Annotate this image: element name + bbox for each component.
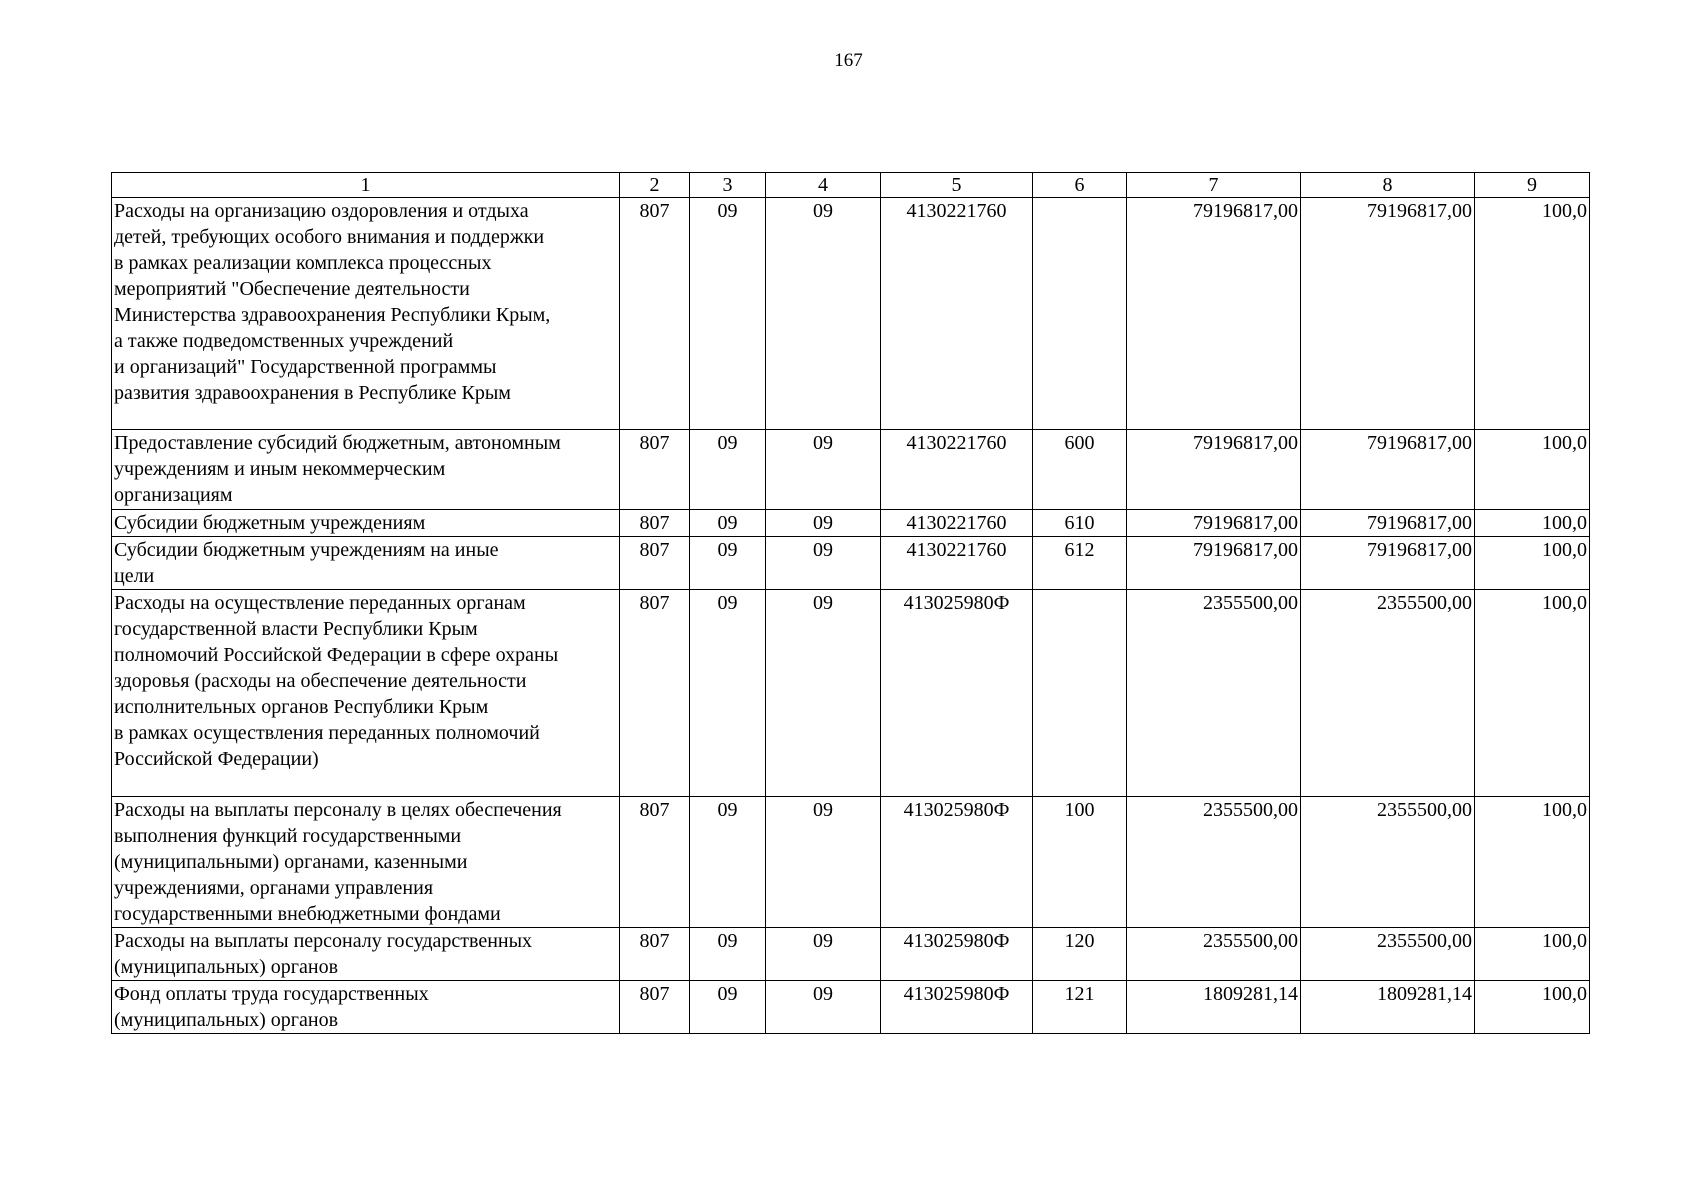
cell-percent: 100,0 — [1475, 928, 1590, 981]
cell-expense-type: 600 — [1033, 430, 1127, 510]
header-cell: 9 — [1475, 173, 1590, 198]
header-cell: 5 — [881, 173, 1033, 198]
cell-amount-executed: 2355500,00 — [1301, 590, 1475, 797]
cell-section: 09 — [690, 797, 766, 928]
cell-amount-executed: 1809281,14 — [1301, 981, 1475, 1034]
cell-target-article: 4130221760 — [881, 430, 1033, 510]
cell-amount-planned: 79196817,00 — [1127, 510, 1301, 537]
cell-subsection: 09 — [766, 928, 881, 981]
cell-target-article: 4130221760 — [881, 510, 1033, 537]
header-cell: 1 — [112, 173, 620, 198]
table-row — [112, 797, 1590, 928]
table-row — [112, 590, 1590, 797]
cell-ministry-code: 807 — [620, 981, 690, 1034]
cell-subsection: 09 — [766, 590, 881, 797]
table-body — [112, 198, 1590, 1034]
cell-ministry-code: 807 — [620, 797, 690, 928]
table-row — [112, 537, 1590, 590]
cell-section: 09 — [690, 510, 766, 537]
header-cell: 4 — [766, 173, 881, 198]
page-number: 167 — [834, 50, 863, 71]
cell-section: 09 — [690, 590, 766, 797]
cell-section: 09 — [690, 430, 766, 510]
row-description: Фонд оплаты труда государственных (муниципальных) органов — [112, 981, 620, 1034]
cell-amount-planned: 1809281,14 — [1127, 981, 1301, 1034]
cell-ministry-code: 807 — [620, 430, 690, 510]
row-description: Расходы на организацию оздоровления и отдыха детей, требующих особого внимания и поддержки в рамках реализации комплекса процессных мероприятий "Обеспечение деятельности Министерства здравоохранения Республики Крым, а также подведомственных учреждений и организаций" Государственной программы развития здравоохранения в Республике Крым — [112, 198, 620, 430]
cell-amount-executed: 79196817,00 — [1301, 430, 1475, 510]
cell-subsection: 09 — [766, 537, 881, 590]
row-description: Расходы на осуществление переданных органам государственной власти Республики Крым полномочий Российской Федерации в сфере охраны здоровья (расходы на обеспечение деятельности исполнительных органов Республики Крым в рамках осуществления переданных полномочий Российской Федерации) — [112, 590, 620, 797]
row-description: Субсидии бюджетным учреждениям — [112, 510, 620, 537]
cell-amount-executed: 2355500,00 — [1301, 797, 1475, 928]
cell-target-article: 413025980Ф — [881, 928, 1033, 981]
cell-target-article: 413025980Ф — [881, 590, 1033, 797]
cell-amount-executed: 79196817,00 — [1301, 198, 1475, 430]
row-description: Субсидии бюджетным учреждениям на иные цели — [112, 537, 620, 590]
cell-percent: 100,0 — [1475, 430, 1590, 510]
cell-subsection: 09 — [766, 430, 881, 510]
cell-percent: 100,0 — [1475, 537, 1590, 590]
row-description: Расходы на выплаты персоналу государственных (муниципальных) органов — [112, 928, 620, 981]
cell-ministry-code: 807 — [620, 198, 690, 430]
cell-expense-type: 612 — [1033, 537, 1127, 590]
cell-target-article: 4130221760 — [881, 198, 1033, 430]
cell-percent: 100,0 — [1475, 797, 1590, 928]
cell-amount-planned: 2355500,00 — [1127, 928, 1301, 981]
cell-section: 09 — [690, 537, 766, 590]
cell-percent: 100,0 — [1475, 198, 1590, 430]
cell-amount-executed: 2355500,00 — [1301, 928, 1475, 981]
cell-expense-type — [1033, 590, 1127, 797]
header-cell: 2 — [620, 173, 690, 198]
cell-amount-executed: 79196817,00 — [1301, 537, 1475, 590]
cell-ministry-code: 807 — [620, 537, 690, 590]
table-row — [112, 430, 1590, 510]
table-row — [112, 198, 1590, 430]
cell-expense-type: 610 — [1033, 510, 1127, 537]
budget-table — [111, 172, 1590, 1034]
header-cell: 6 — [1033, 173, 1127, 198]
row-description: Предоставление субсидий бюджетным, автономным учреждениям и иным некоммерческим организациям — [112, 430, 620, 510]
cell-percent: 100,0 — [1475, 981, 1590, 1034]
cell-amount-planned: 79196817,00 — [1127, 198, 1301, 430]
cell-expense-type — [1033, 198, 1127, 430]
cell-amount-planned: 79196817,00 — [1127, 537, 1301, 590]
cell-subsection: 09 — [766, 198, 881, 430]
header-cell: 7 — [1127, 173, 1301, 198]
cell-expense-type: 120 — [1033, 928, 1127, 981]
header-cell: 8 — [1301, 173, 1475, 198]
cell-subsection: 09 — [766, 510, 881, 537]
table-row — [112, 981, 1590, 1034]
header-row — [112, 173, 1590, 198]
cell-ministry-code: 807 — [620, 510, 690, 537]
table-header — [112, 173, 1590, 198]
cell-section: 09 — [690, 928, 766, 981]
cell-amount-planned: 2355500,00 — [1127, 797, 1301, 928]
cell-percent: 100,0 — [1475, 510, 1590, 537]
cell-expense-type: 100 — [1033, 797, 1127, 928]
row-description: Расходы на выплаты персоналу в целях обеспечения выполнения функций государственными (муниципальными) органами, казенными учреждениями, органами управления государственными внебюджетными фондами — [112, 797, 620, 928]
cell-target-article: 413025980Ф — [881, 981, 1033, 1034]
cell-section: 09 — [690, 198, 766, 430]
cell-amount-planned: 79196817,00 — [1127, 430, 1301, 510]
header-cell: 3 — [690, 173, 766, 198]
cell-subsection: 09 — [766, 797, 881, 928]
cell-section: 09 — [690, 981, 766, 1034]
table-row — [112, 510, 1590, 537]
cell-target-article: 413025980Ф — [881, 797, 1033, 928]
cell-ministry-code: 807 — [620, 928, 690, 981]
cell-ministry-code: 807 — [620, 590, 690, 797]
table-row — [112, 928, 1590, 981]
cell-target-article: 4130221760 — [881, 537, 1033, 590]
cell-percent: 100,0 — [1475, 590, 1590, 797]
cell-amount-executed: 79196817,00 — [1301, 510, 1475, 537]
cell-subsection: 09 — [766, 981, 881, 1034]
cell-expense-type: 121 — [1033, 981, 1127, 1034]
cell-amount-planned: 2355500,00 — [1127, 590, 1301, 797]
